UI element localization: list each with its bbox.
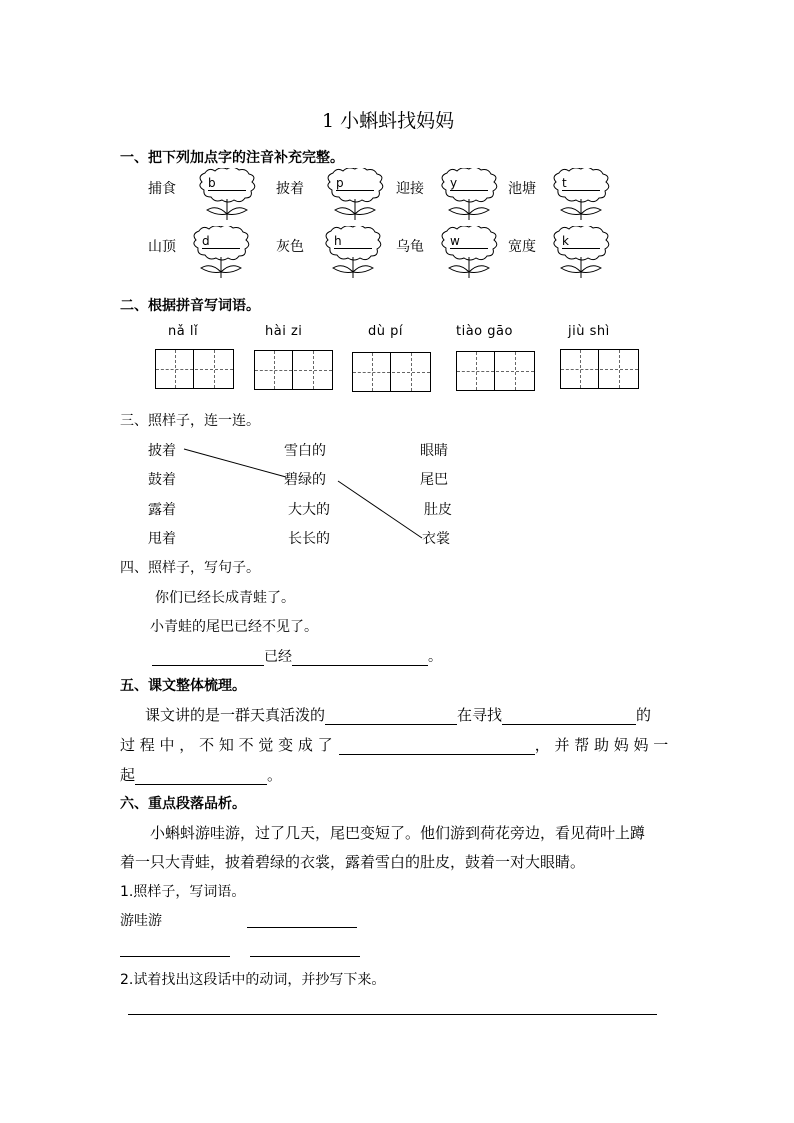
q2-answer-line[interactable] bbox=[128, 1014, 657, 1015]
blank-who[interactable] bbox=[325, 708, 457, 725]
q1-example-word: 游哇游 bbox=[120, 913, 162, 929]
pinyin-initial: w bbox=[450, 234, 488, 249]
match-col1-1[interactable]: 披着 bbox=[148, 443, 176, 459]
example-match-lines bbox=[0, 0, 794, 560]
match-col2-1[interactable]: 雪白的 bbox=[284, 443, 326, 459]
section3-heading: 三、照样子，连一连。 bbox=[120, 413, 260, 429]
summary-text-1a: 课文讲的是一群天真活泼的 bbox=[145, 706, 326, 724]
question-1: 1.照样子，写词语。 bbox=[120, 884, 246, 900]
question-2: 2.试着找出这段话中的动词，并抄写下来。 bbox=[120, 972, 386, 988]
passage-line-1: 小蝌蚪游哇游，过了几天，尾巴变短了。他们游到荷花旁边，看见荷叶上蹲 bbox=[150, 824, 646, 842]
passage-line-2: 着一只大青蛙，披着碧绿的衣裳，露着雪白的肚皮，鼓着一对大眼睛。 bbox=[120, 853, 586, 871]
page-title: 1 小蝌蚪找妈妈 bbox=[322, 110, 455, 132]
pinyin-4: tiào gāo bbox=[456, 324, 513, 339]
summary-text-2a: 过 程 中 ， 不 知 不 觉 变 成 了 bbox=[120, 736, 333, 754]
q1-answer-line-2[interactable] bbox=[120, 956, 230, 957]
q1-answer-line-1[interactable] bbox=[247, 927, 357, 928]
phonetic-word: 灰色 bbox=[276, 239, 304, 255]
section6-heading: 六、重点段落品析。 bbox=[120, 796, 246, 812]
phonetic-word: 池塘 bbox=[508, 181, 536, 197]
summary-line-2 bbox=[120, 734, 668, 755]
summary-text-1c: 的 bbox=[636, 706, 652, 724]
sentence-fill-line bbox=[152, 646, 442, 666]
section1-heading: 一、把下列加点字的注音补充完整。 bbox=[120, 150, 344, 166]
match-col2-2[interactable]: 碧绿的 bbox=[284, 472, 326, 488]
pinyin-3: dù pí bbox=[368, 324, 403, 339]
example-sentence-2: 小青蛙的尾巴已经不见了。 bbox=[150, 619, 318, 635]
pinyin-initial: p bbox=[336, 176, 374, 191]
match-col3-4[interactable]: 衣裳 bbox=[422, 531, 450, 547]
pinyin-5: jiù shì bbox=[568, 324, 610, 339]
summary-text-2b: ， 并 帮 助 妈 妈 一 bbox=[534, 736, 669, 754]
phonetic-word: 披着 bbox=[276, 181, 304, 197]
match-col2-4[interactable]: 长长的 bbox=[288, 531, 330, 547]
fill-end-text: 。 bbox=[428, 649, 442, 665]
pinyin-2: hài zi bbox=[265, 324, 303, 339]
pinyin-1: nǎ lǐ bbox=[168, 324, 199, 339]
example-sentence-1: 你们已经长成青蛙了。 bbox=[155, 590, 295, 606]
fill-mid-text: 已经 bbox=[264, 649, 292, 665]
q1-answer-line-3[interactable] bbox=[250, 956, 360, 957]
match-col1-3[interactable]: 露着 bbox=[148, 502, 176, 518]
match-col1-2[interactable]: 鼓着 bbox=[148, 472, 176, 488]
match-col3-3[interactable]: 肚皮 bbox=[424, 502, 452, 518]
summary-text-3a: 起 bbox=[120, 766, 136, 784]
blank-predicate[interactable] bbox=[292, 649, 428, 666]
pinyin-initial: b bbox=[208, 176, 246, 191]
section4-heading: 四、照样子，写句子。 bbox=[120, 560, 260, 576]
blank-whom[interactable] bbox=[502, 708, 636, 725]
phonetic-word: 乌龟 bbox=[396, 239, 424, 255]
pinyin-initial: h bbox=[334, 234, 372, 249]
match-col1-4[interactable]: 甩着 bbox=[148, 531, 176, 547]
phonetic-word: 迎接 bbox=[396, 181, 424, 197]
pinyin-initial: d bbox=[202, 234, 240, 249]
section5-heading: 五、课文整体梳理。 bbox=[120, 678, 246, 694]
match-col3-1[interactable]: 眼睛 bbox=[420, 443, 448, 459]
summary-line-1 bbox=[145, 704, 651, 725]
match-col3-2[interactable]: 尾巴 bbox=[420, 472, 448, 488]
blank-subject[interactable] bbox=[152, 649, 264, 666]
summary-text-3b: 。 bbox=[267, 766, 283, 784]
match-col2-3[interactable]: 大大的 bbox=[288, 502, 330, 518]
phonetic-word: 捕食 bbox=[148, 181, 176, 197]
phonetic-word: 山顶 bbox=[148, 239, 176, 255]
pinyin-initial: k bbox=[562, 234, 600, 249]
pinyin-initial: y bbox=[450, 176, 488, 191]
blank-became[interactable] bbox=[339, 738, 535, 755]
phonetic-word: 宽度 bbox=[508, 239, 536, 255]
blank-help[interactable] bbox=[135, 768, 267, 785]
pinyin-initial: t bbox=[562, 176, 600, 191]
summary-text-1b: 在寻找 bbox=[457, 706, 503, 724]
summary-line-3 bbox=[120, 764, 282, 785]
section2-heading: 二、根据拼音写词语。 bbox=[120, 298, 260, 314]
